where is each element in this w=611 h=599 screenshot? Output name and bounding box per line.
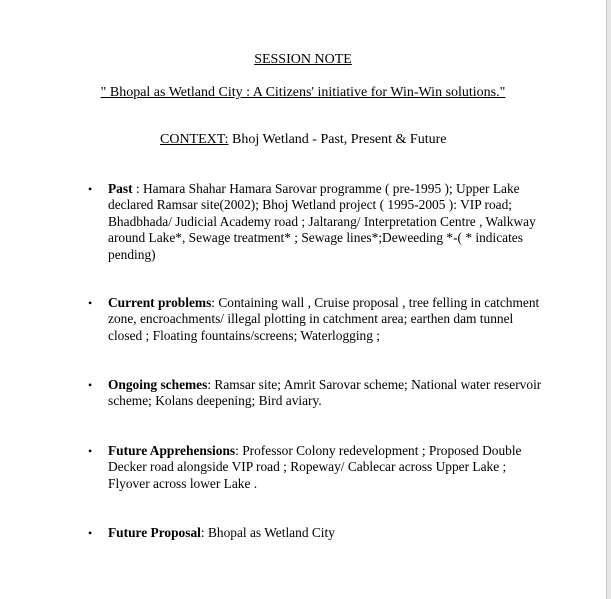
list-item-future-apprehensions <box>108 443 548 492</box>
bullet-icon: • <box>88 296 93 310</box>
item-text: : Bhopal as Wetland City <box>200 525 335 540</box>
item-text: : Ramsar site; Amrit Sarovar scheme; National water reservoir scheme; Kolans deepening; Bird aviary. <box>108 377 542 409</box>
list-item-ongoing-schemes <box>108 377 548 410</box>
item-text: : Containing wall , Cruise proposal , tree felling in catchment zone, encroachments/ illegal plotting in catchment area; earthen dam tunnel closed ; Floating fountains/screens; Waterlogging ; <box>108 295 540 343</box>
context-line <box>160 132 446 148</box>
item-heading: Past <box>108 181 133 196</box>
bullet-icon: • <box>88 444 93 458</box>
list-item-current-problems <box>108 295 548 344</box>
item-heading: Current problems <box>108 295 212 310</box>
item-text: : Hamara Shahar Hamara Sarovar programme ( pre-1995 ); Upper Lake declared Ramsar site(2002); Bhoj Wetland project ( 1995-2005 ): VIP road; Bhadbhada/ Judicial Academy road ; Jaltarang/ Interpretation Centre , Walkway around Lake*, Sewage treatment* ; Sewage lines*;Deweeding *-( * indicates pending) <box>108 181 536 262</box>
item-heading: Future Apprehensions <box>108 443 236 458</box>
document-title: SESSION NOTE <box>254 52 352 67</box>
list-item-future-proposal <box>108 525 548 541</box>
item-heading: Ongoing schemes <box>108 377 208 392</box>
item-text: : Professor Colony redevelopment ; Proposed Double Decker road alongside VIP road ; Ropeway/ Cablecar across Upper Lake ; Flyover across lower Lake . <box>108 443 522 491</box>
document-subtitle: " Bhopal as Wetland City : A Citizens' initiative for Win-Win solutions." <box>100 85 506 100</box>
context-label: CONTEXT: <box>160 132 229 147</box>
bullet-icon: • <box>88 378 93 392</box>
bullet-icon: • <box>88 526 93 540</box>
context-text: Bhoj Wetland - Past, Present & Future <box>228 132 447 147</box>
item-heading: Future Proposal <box>108 525 201 540</box>
list-item-past <box>108 181 548 263</box>
bullet-icon: • <box>88 182 93 196</box>
